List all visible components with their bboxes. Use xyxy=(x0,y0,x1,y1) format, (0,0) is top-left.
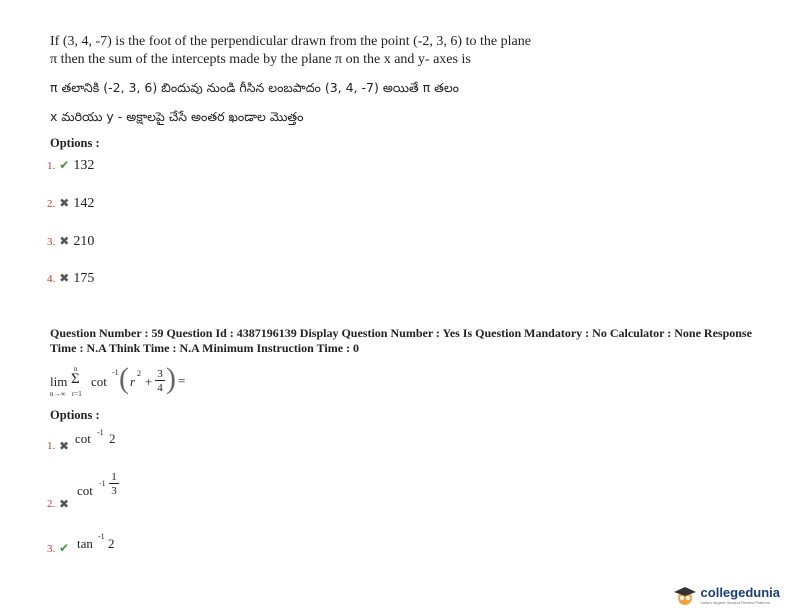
option-1[interactable] xyxy=(47,428,167,458)
cross-icon: ✖ xyxy=(59,234,70,248)
cross-icon: ✖ xyxy=(59,196,70,210)
option-4[interactable] xyxy=(47,269,94,287)
option-value: 142 xyxy=(73,196,95,211)
option-3[interactable] xyxy=(47,232,94,250)
question-meta-line-2: Time : N.A Think Time : N.A Minimum Instruction Time : 0 xyxy=(50,341,360,355)
option-value: 210 xyxy=(73,234,95,249)
question-text-line-1: If (3, 4, -7) is the foot of the perpendicular drawn from the point (-2, 3, 6) to the plane xyxy=(50,34,531,49)
cross-icon: ✖ xyxy=(59,439,70,453)
lim-subscript: n→∞ xyxy=(50,390,66,398)
question-telugu-line-2: x మరియు y - అక్షాలపై చేసే అంతర ఖండాల మొత్తం xyxy=(50,109,304,124)
option-2[interactable] xyxy=(47,470,167,510)
plus-sign: + xyxy=(145,374,153,389)
graduate-cap-icon xyxy=(672,584,698,606)
inverse-superscript: -1 xyxy=(112,368,119,377)
option-value: 175 xyxy=(73,271,95,286)
option-2[interactable] xyxy=(47,194,94,212)
limit-expression xyxy=(50,364,210,406)
sigma-symbol: Σ xyxy=(71,371,80,387)
inverse-superscript: -1 xyxy=(97,428,104,437)
fraction-numerator: 1 xyxy=(109,471,119,484)
option-number: 3. xyxy=(47,543,56,555)
option-number: 1. xyxy=(47,440,56,452)
fraction-denominator: 4 xyxy=(157,382,163,394)
sigma-lower: r=1 xyxy=(72,390,82,398)
check-icon: ✔ xyxy=(59,541,70,555)
open-paren: ( xyxy=(119,362,129,395)
logo-name: collegedunia xyxy=(700,585,780,600)
square-exponent: 2 xyxy=(137,369,141,378)
fraction-numerator: 3 xyxy=(155,368,165,381)
option-function: cot xyxy=(77,483,93,498)
check-icon: ✔ xyxy=(59,158,70,172)
options-label: Options : xyxy=(50,136,100,150)
inverse-superscript: -1 xyxy=(98,532,105,541)
question-text-line-2: π then the sum of the intercepts made by the plane π on the x and y- axes is xyxy=(50,52,471,67)
r-variable: r xyxy=(130,374,136,389)
question-meta-line-1: Question Number : 59 Question Id : 4387196139 Display Question Number : Yes Is Question Mandatory : No Calculator : None Response xyxy=(50,326,752,340)
logo-tagline: India's largest Student Review Platform xyxy=(700,600,771,605)
option-number: 4. xyxy=(47,273,56,285)
equals-sign: = xyxy=(178,373,186,388)
option-value: 132 xyxy=(73,158,95,173)
option-argument: 2 xyxy=(108,536,115,551)
cross-icon: ✖ xyxy=(59,271,70,285)
option-3[interactable] xyxy=(47,532,167,562)
option-number: 2. xyxy=(47,498,56,510)
fraction-denominator: 3 xyxy=(111,485,117,497)
inverse-superscript: -1 xyxy=(99,479,106,488)
question-telugu-line-1: π తలానికి (-2, 3, 6) బిందువు నుండి గీసిన లంబపాదం (3, 4, -7) అయితే π తలం xyxy=(50,80,460,95)
option-argument: 2 xyxy=(109,431,116,446)
option-number: 1. xyxy=(47,160,56,172)
option-1[interactable] xyxy=(47,156,94,174)
option-function: cot xyxy=(75,431,91,446)
close-paren: ) xyxy=(166,362,176,395)
option-number: 3. xyxy=(47,236,56,248)
collegedunia-logo xyxy=(672,584,780,606)
sigma-upper: n xyxy=(74,365,78,373)
cot-function: cot xyxy=(91,374,107,389)
options-label: Options : xyxy=(50,408,100,422)
option-function: tan xyxy=(77,536,93,551)
option-number: 2. xyxy=(47,198,56,210)
cross-icon: ✖ xyxy=(59,497,70,511)
lim-text: lim xyxy=(50,374,68,389)
